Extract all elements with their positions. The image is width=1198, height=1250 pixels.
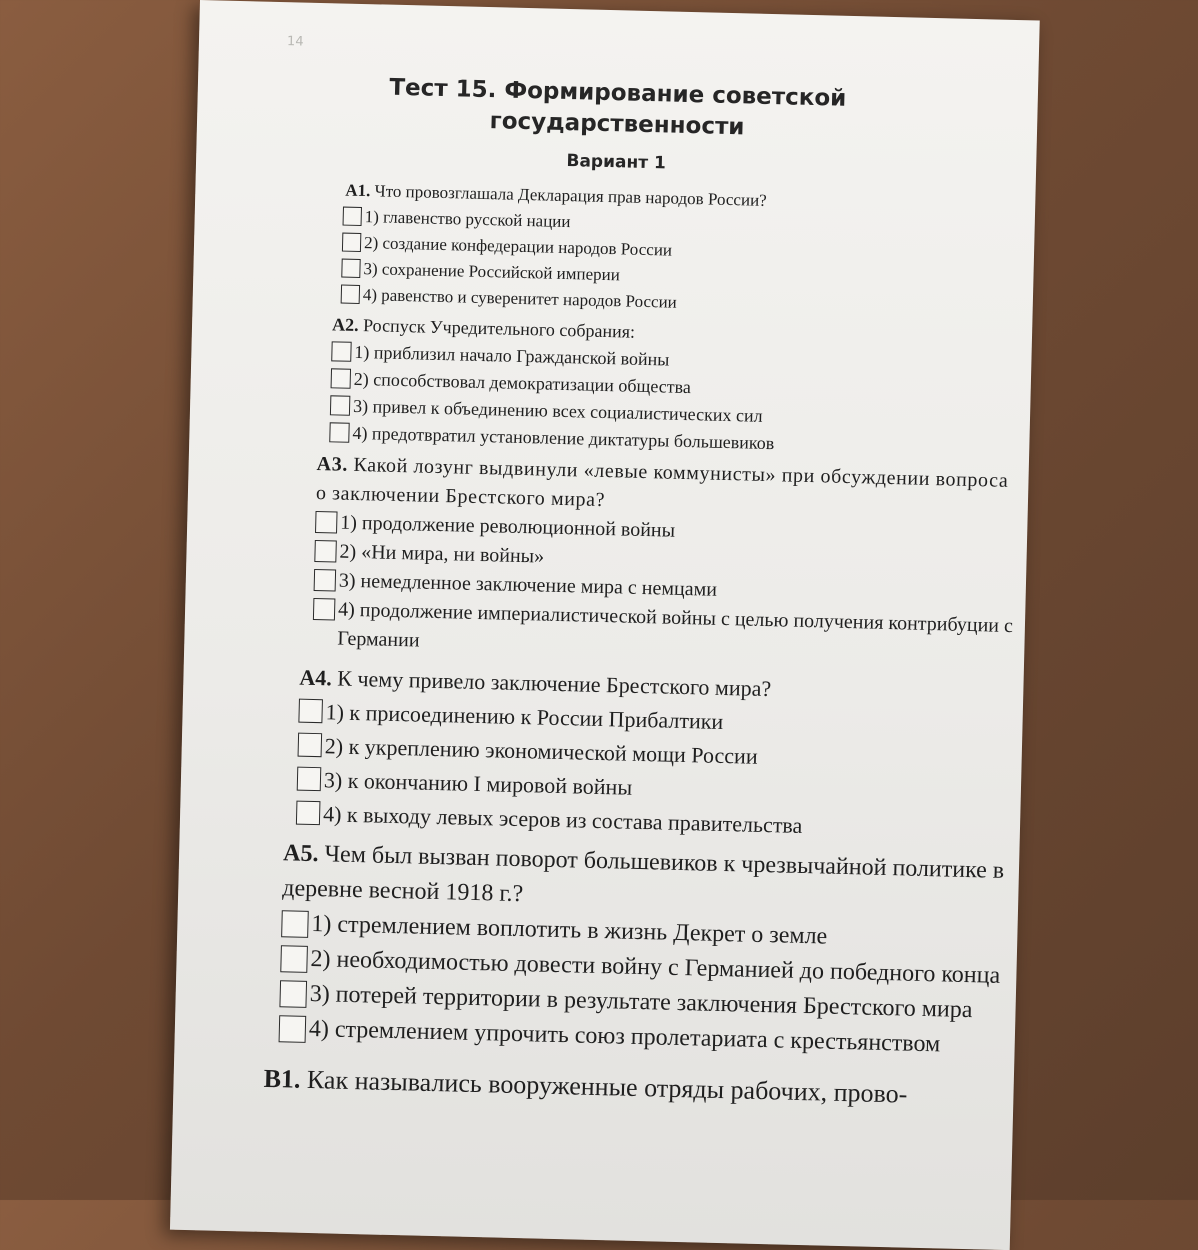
answer-checkbox[interactable]: [313, 598, 336, 621]
question-number: А2.: [331, 314, 359, 335]
answer-checkbox[interactable]: [329, 422, 349, 442]
answer-label: 2) к укреплению экономической мощи России: [324, 733, 758, 769]
answer-label: 1) стремлением воплотить в жизнь Декрет о земле: [311, 911, 828, 950]
answer-label: 4) равенство и суверенитет народов России: [362, 285, 678, 312]
question-prompt: Чем был вызван поворот большевиков к чрезвычайной политике в деревне весной 1918 г.?: [282, 841, 1005, 908]
question-a5: [278, 836, 1009, 1064]
test-title-line-2: государственности: [489, 108, 745, 141]
answer-checkbox[interactable]: [314, 540, 337, 563]
answer-checkbox[interactable]: [280, 945, 308, 973]
answer-checkbox[interactable]: [331, 368, 351, 388]
answer-label: 3) привел к объединению всех социалистических сил: [352, 395, 763, 426]
question-a2: [329, 311, 1022, 463]
page-marker: 14: [286, 34, 304, 50]
answer-checkbox[interactable]: [331, 341, 351, 361]
answer-label: 1) главенство русской нации: [364, 207, 571, 232]
question-number: А3.: [316, 452, 349, 476]
questions-list: [263, 178, 1025, 1120]
answer-checkbox[interactable]: [330, 395, 350, 415]
answer-label: 2) «Ни мира, ни войны»: [339, 540, 545, 568]
answer-checkbox[interactable]: [298, 733, 323, 758]
answer-checkbox[interactable]: [279, 980, 307, 1008]
worksheet-page: [170, 0, 1040, 1250]
answer-checkbox[interactable]: [342, 233, 361, 252]
answer-label: 1) к присоединению к России Прибалтики: [325, 699, 724, 734]
question-number: А4.: [299, 664, 333, 691]
answer-label: 3) потерей территории в результате заключения Брестского мира: [309, 980, 973, 1024]
answer-checkbox[interactable]: [297, 767, 322, 792]
answer-checkbox[interactable]: [281, 910, 309, 938]
test-title: [197, 68, 1038, 151]
question-number: А5.: [282, 840, 319, 868]
question-b1: [263, 1060, 1004, 1116]
answer-label: 4) к выходу левых эсеров из состава правительства: [322, 801, 803, 838]
answer-checkbox[interactable]: [298, 699, 323, 724]
answer-label: 3) немедленное заключение мира с немцами: [338, 569, 718, 601]
variant-heading: Вариант 1: [566, 151, 667, 174]
question-a1: [343, 178, 1026, 325]
answer-label: 3) сохранение Российской империи: [363, 259, 621, 285]
answer-checkbox[interactable]: [314, 569, 337, 592]
question-prompt: Что провозглашала Декларация прав народов России?: [374, 181, 767, 210]
question-prompt: Какой лозунг выдвинули «левые коммунисты» при обсуждении вопроса о заключении Брестского мира?: [315, 453, 1009, 512]
answer-checkbox[interactable]: [343, 207, 362, 226]
answer-checkbox[interactable]: [296, 801, 321, 826]
answer-label: 3) к окончанию I мировой войны: [323, 767, 633, 800]
question-text: [263, 1060, 1004, 1116]
answer-label: 4) стремлением упрочить союз пролетариата с крестьянством: [308, 1015, 941, 1058]
answer-label: 1) продолжение революционной войны: [340, 511, 676, 542]
answer-checkbox[interactable]: [341, 285, 360, 304]
answer-label: 4) предотвратил установление диктатуры большевиков: [352, 422, 775, 454]
answer-label: 1) приблизил начало Гражданской войны: [354, 341, 670, 370]
answer-label: 2) способствовал демократизации общества: [353, 368, 692, 398]
answer-label: 2) необходимостью довести войну с Германией до победного конца: [310, 945, 1001, 989]
test-title-line-1: Тест 15. Формирование советской: [389, 74, 847, 112]
question-a4: [296, 661, 1014, 848]
question-a3: [312, 450, 1019, 670]
question-number: А1.: [345, 180, 371, 201]
question-prompt: К чему привело заключение Брестского мира?: [337, 665, 772, 702]
question-number: В1.: [263, 1063, 301, 1094]
answer-label: 2) создание конфедерации народов России: [363, 233, 673, 260]
answer-label: 4) продолжение империалистической войны с целью получения контрибуции с Германии: [337, 598, 1014, 652]
question-prompt: Как назывались вооруженные отряды рабочих, прово-: [306, 1064, 908, 1109]
answer-checkbox[interactable]: [341, 259, 360, 278]
answer-checkbox[interactable]: [279, 1015, 307, 1043]
answer-checkbox[interactable]: [315, 511, 338, 534]
question-prompt: Роспуск Учредительного собрания:: [362, 315, 636, 342]
